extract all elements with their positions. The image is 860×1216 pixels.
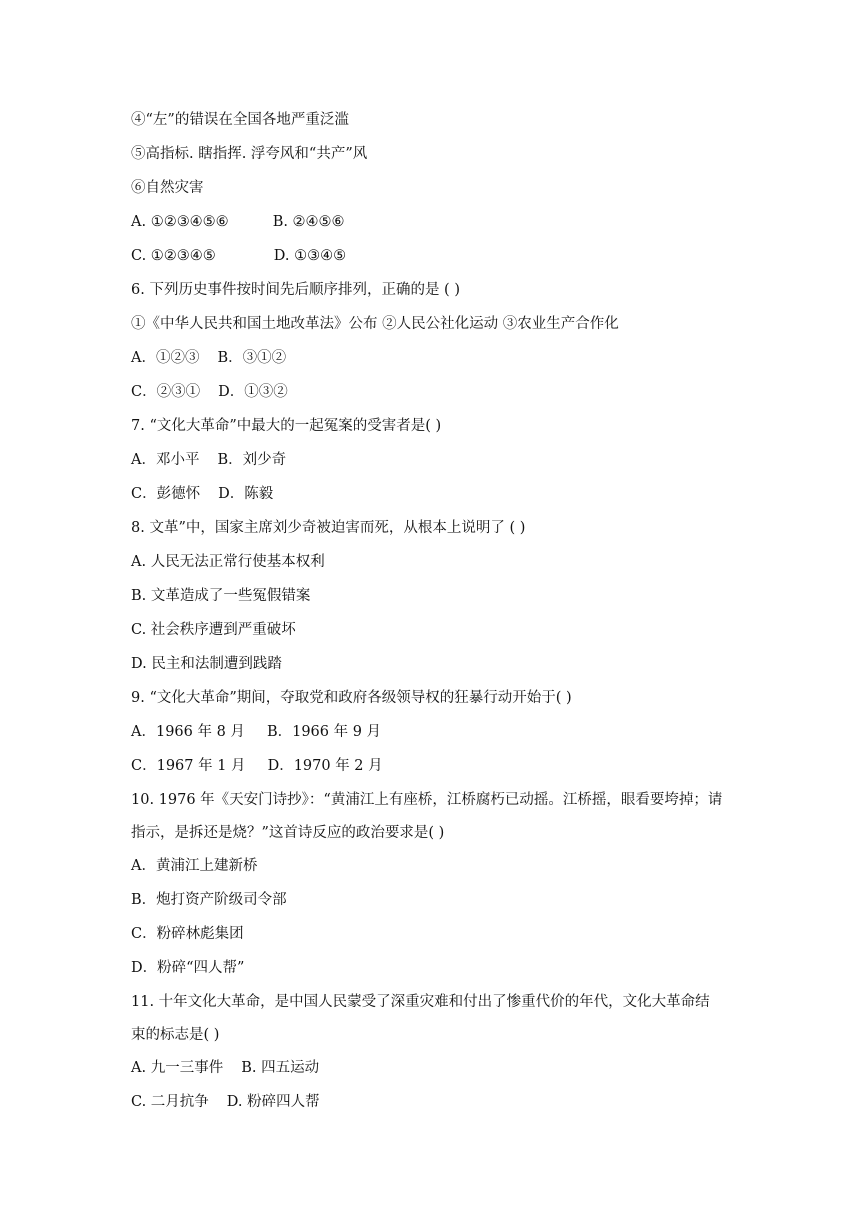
q5-option-b: B. ②④⑤⑥	[272, 214, 345, 230]
q9-stem: 9. “文化大革命”期间，夺取党和政府各级领导权的狂暴行动开始于( )	[131, 690, 572, 706]
q6-stem: 6. 下列历史事件按时间先后顺序排列，正确的是 ( )	[131, 282, 460, 298]
q9-option-b: B．1966 年 9 月	[266, 724, 382, 740]
q11-stem-line-1: 11. 十年文化大革命，是中国人民蒙受了深重灾难和付出了惨重代价的年代，文化大革命结	[131, 994, 710, 1010]
q11-stem-line-2: 束的标志是( )	[131, 1027, 220, 1043]
item-5-line: ⑤高指标. 瞎指挥. 浮夸风和“共产”风	[131, 146, 368, 162]
q8-option-a: A. 人民无法正常行使基本权利	[131, 554, 325, 570]
q11-option-c: C. 二月抗争	[131, 1094, 209, 1110]
q11-option-d: D. 粉碎四人帮	[226, 1094, 320, 1110]
q9-option-a: A．1966 年 8 月	[131, 724, 245, 740]
q6-options-row-2	[131, 382, 288, 402]
q10-option-b: B．炮打资产阶级司令部	[131, 892, 287, 908]
q10-option-c: C．粉碎林彪集团	[131, 926, 244, 942]
q6-options-row-1	[131, 348, 286, 368]
q5-option-a: A. ①②③④⑤⑥	[131, 214, 229, 230]
q9-option-d: D．1970 年 2 月	[267, 758, 383, 774]
q9-option-c: C．1967 年 1 月	[131, 758, 246, 774]
q11-option-b: B. 四五运动	[241, 1060, 320, 1076]
q7-options-row-1	[131, 450, 286, 470]
q11-option-a: A. 九一三事件	[131, 1060, 224, 1076]
q5-option-c: C. ①②③④⑤	[131, 248, 216, 264]
q7-stem: 7. “文化大革命”中最大的一起冤案的受害者是( )	[131, 418, 442, 434]
q8-option-d: D. 民主和法制遭到践踏	[131, 656, 282, 672]
q9-options-row-1	[131, 722, 381, 742]
q5-options-row-1	[131, 212, 345, 232]
q8-stem: 8. 文革”中，国家主席刘少奇被迫害而死，从根本上说明了 ( )	[131, 520, 526, 536]
q10-stem-line-1: 10. 1976 年《天安门诗抄》：“黄浦江上有座桥，江桥腐朽已动摇。江桥摇，眼看要垮掉；请	[131, 792, 723, 808]
q7-option-b: B．刘少奇	[217, 452, 287, 468]
q6-option-c: C．②③①	[131, 384, 201, 400]
item-4-line: ④“左”的错误在全国各地严重泛滥	[131, 112, 349, 128]
q5-option-d: D. ①③④⑤	[273, 248, 347, 264]
q7-options-row-2	[131, 484, 273, 504]
q7-option-d: D．陈毅	[218, 486, 274, 502]
q11-options-row-1	[131, 1058, 319, 1078]
q7-option-a: A．邓小平	[131, 452, 200, 468]
q6-option-b: B．③①②	[217, 350, 287, 366]
q8-option-c: C. 社会秩序遭到严重破坏	[131, 622, 296, 638]
q6-option-d: D．①③②	[218, 384, 288, 400]
q9-options-row-2	[131, 756, 383, 776]
item-6-line: ⑥自然灾害	[131, 180, 204, 196]
q5-options-row-2	[131, 246, 346, 266]
q10-stem-line-2: 指示，是拆还是烧？”这首诗反应的政治要求是( )	[131, 825, 445, 841]
q6-option-a: A．①②③	[131, 350, 200, 366]
q6-items: ①《中华人民共和国土地改革法》公布 ②人民公社化运动 ③农业生产合作化	[131, 316, 619, 332]
q7-option-c: C．彭德怀	[131, 486, 201, 502]
q11-options-row-2	[131, 1092, 320, 1112]
q10-option-a: A．黄浦江上建新桥	[131, 858, 258, 874]
q10-option-d: D．粉碎“四人帮”	[131, 960, 245, 976]
q8-option-b: B. 文革造成了一些冤假错案	[131, 588, 311, 604]
